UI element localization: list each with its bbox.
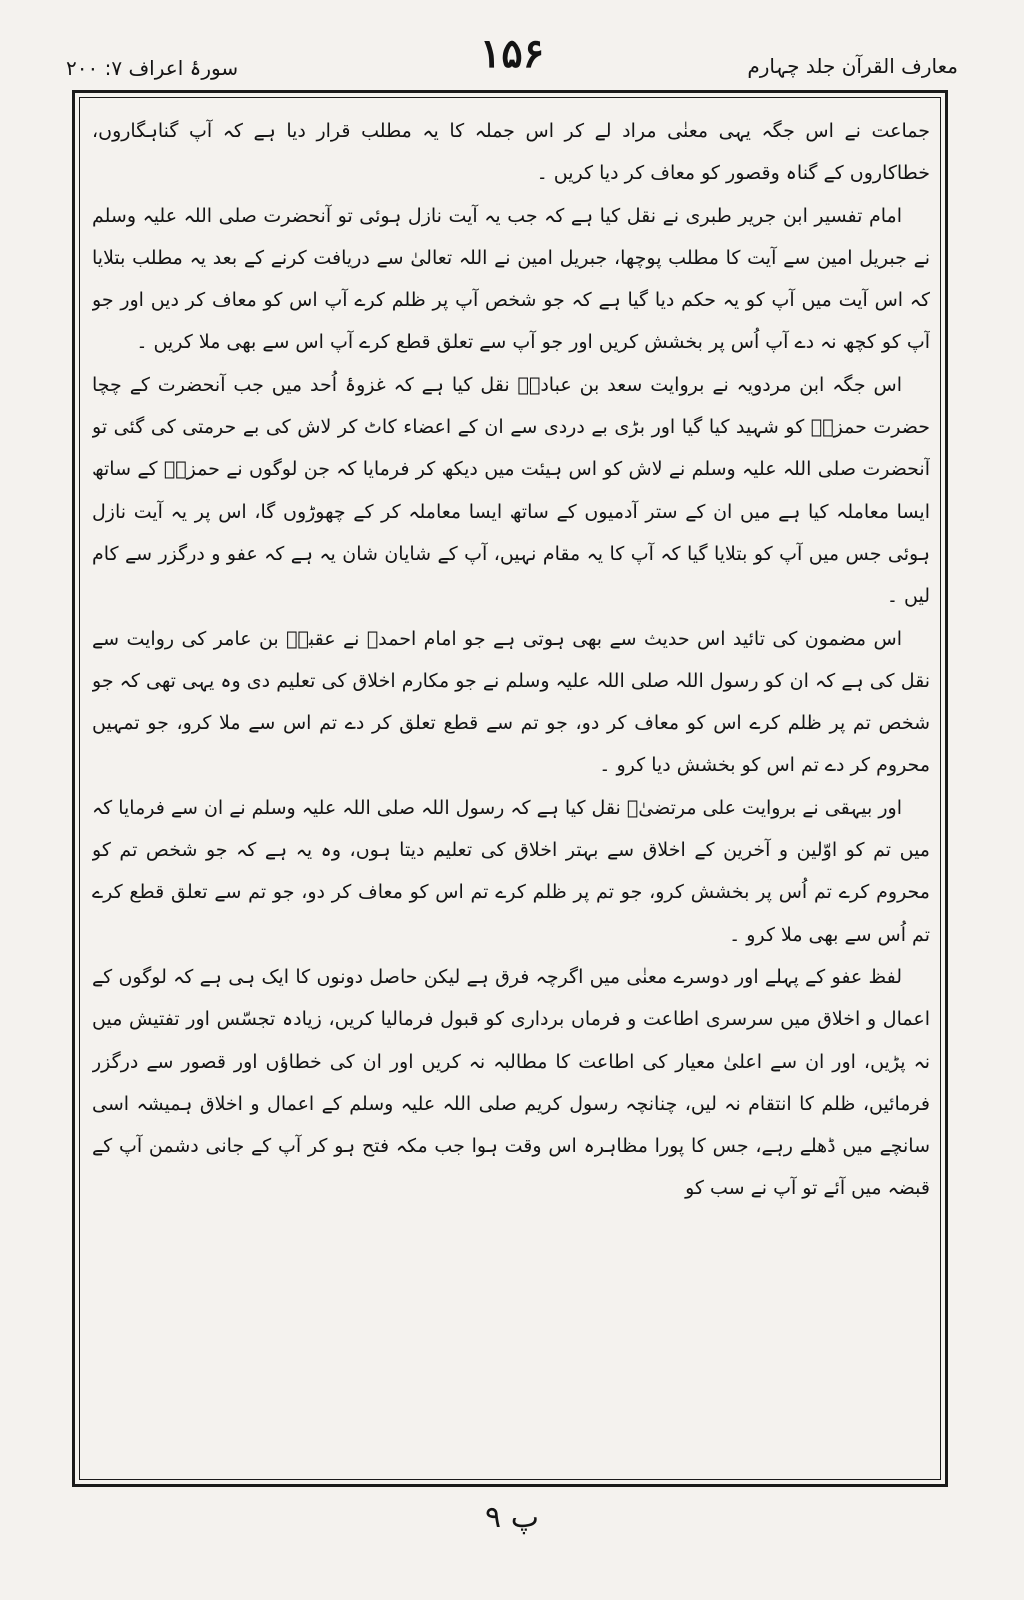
paragraph-2: امام تفسیر ابن جریر طبری نے نقل کیا ہے کہ جب یہ آیت نازل ہوئی تو آنحضرت صلی اللہ علیہ وسلم نے جبریل امین سے آیت کا مطلب پوچھا، جبریل امین نے اللہ تعالیٰ سے دریافت کرنے کے بعد یہ مطلب بتلایا کہ اس آیت میں آپ کو یہ حکم دیا گیا ہے کہ جو شخص آپ پر ظلم کرے آپ اس کو معاف کر دیں اور جو آپ کو کچھ نہ دے آپ اُس پر بخشش کریں اور جو آپ سے تعلق قطع کرے آپ اس سے بھی ملا کریں ۔ bbox=[92, 204, 930, 354]
paragraph-6: لفظ عفو کے پہلے اور دوسرے معنٰی میں اگرچہ فرق ہے لیکن حاصل دونوں کا ایک ہی ہے کہ لوگوں کے اعمال و اخلاق میں سرسری اطاعت و فرماں برداری کو قبول فرمالیا کریں، زیادہ تجسّس اور تفتیش میں نہ پڑیں، اور ان سے اعلیٰ معیار کی اطاعت کا مطالبہ نہ کریں اور ان کی خطاؤں اور قصور سے درگزر فرمائیں، ظلم کا انتقام نہ لیں، چنانچہ رسول کریم صلی اللہ علیہ وسلم کے اعمال و اخلاق ہمیشہ اسی سانچے میں ڈھلے رہے، جس کا پورا مظاہرہ اس وقت ہوا جب مکہ فتح ہو کر آپ کے جانی دشمن آپ کے قبضہ میں آئے تو آپ نے سب کو bbox=[92, 965, 930, 1200]
paragraph-1: جماعت نے اس جگہ یہی معنٰی مراد لے کر اس جملہ کا یہ مطلب قرار دیا ہے کہ آپ گناہگاروں، خطاکاروں کے گناہ وقصور کو معاف کر دیا کریں ۔ bbox=[92, 120, 930, 185]
surah-reference: سورۂ اعراف ۷: ۲۰۰ bbox=[66, 56, 239, 80]
page-header bbox=[60, 30, 964, 80]
body-text bbox=[92, 110, 930, 1472]
page-number: ۱۵۶ bbox=[479, 30, 545, 77]
paragraph-4: اس مضمون کی تائید اس حدیث سے بھی ہوتی ہے جو امام احمدؒ نے عقبہؓ بن عامر کی روایت سے نقل کی ہے کہ ان کو رسول اللہ صلی اللہ علیہ وسلم نے جو مکارم اخلاق کی تعلیم دی وہ یہی تھی کہ جو شخص تم پر ظلم کرے اس کو معاف کر دو، جو تم سے قطع تعلق کر دے تم اس سے ملا کرو، جو تمہیں محروم کر دے تم اس کو بخشش دیا کرو ۔ bbox=[92, 627, 930, 777]
paragraph-3: اس جگہ ابن مردویہ نے بروایت سعد بن عبادہؓ نقل کیا ہے کہ غزوۂ اُحد میں جب آنحضرت کے چچا حضرت حمزہؓ کو شہید کیا گیا اور بڑی بے دردی سے ان کے اعضاء کاٹ کر لاش کی بے حرمتی کی گئی تو آنحضرت صلی اللہ علیہ وسلم نے لاش کو اس ہیئت میں دیکھ کر فرمایا کہ جن لوگوں نے حمزہؓ کے ساتھ ایسا معاملہ کیا ہے میں ان کے ستر آدمیوں کے ساتھ ایسا معاملہ کر کے چھوڑوں گا، اس پر یہ آیت نازل ہوئی جس میں آپ کو بتلایا گیا کہ آپ کا یہ مقام نہیں، آپ کے شایان شان یہ ہے کہ عفو و درگزر سے کام لیں ۔ bbox=[92, 373, 930, 608]
book-title: معارف القرآن جلد چہارم bbox=[747, 54, 958, 78]
signature-mark: پ ۹ bbox=[485, 1500, 539, 1535]
paragraph-5: اور بیہقی نے بروایت علی مرتضیٰؓ نقل کیا ہے کہ رسول اللہ صلی اللہ علیہ وسلم نے ان سے فرمایا کہ میں تم کو اوّلین و آخرین کے اخلاق سے بہتر اخلاق کی تعلیم دیتا ہوں، وہ یہ ہے کہ جو شخص تم کو محروم کرے تم اُس پر بخشش کرو، جو تم پر ظلم کرے تم اس کو معاف کر دو، جو تم سے تعلق قطع کرے تم اُس سے بھی ملا کرو ۔ bbox=[92, 796, 930, 946]
